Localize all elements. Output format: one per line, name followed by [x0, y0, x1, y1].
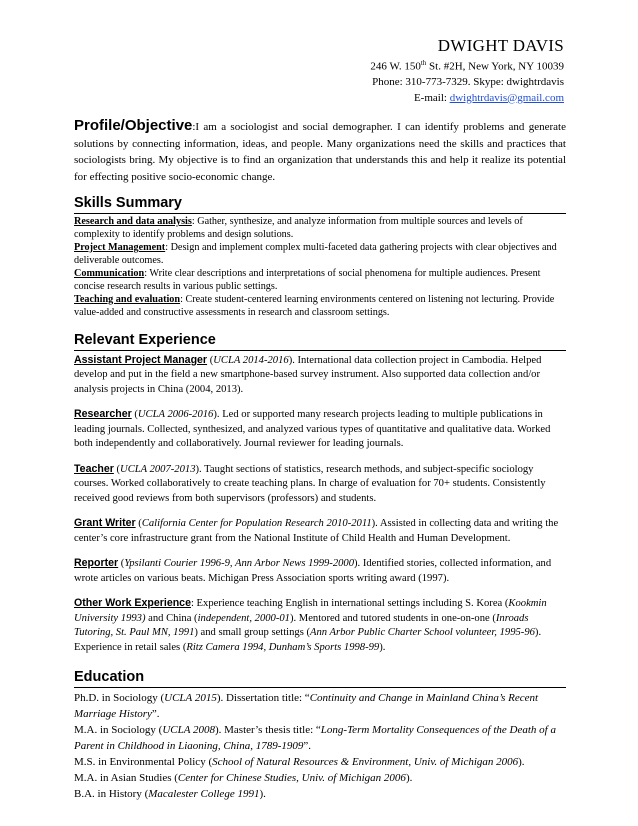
address-rest: St. #2H, New York, NY 10039	[426, 60, 564, 73]
job-entry	[74, 516, 566, 546]
skill-text: : Write clear descriptions and interpretations of social phenomena for multiple audiences. Present concise research results in various public settings.	[74, 268, 541, 292]
degree-entry	[74, 770, 566, 786]
job-entry	[74, 462, 566, 507]
other-work-org: Inroads Tutoring, St. Paul MN, 1991	[74, 612, 529, 639]
job-title: Grant Writer	[74, 517, 136, 530]
degree-institution: UCLA 2015	[164, 692, 217, 705]
skill-text: : Create student-centered learning environments centered on listening not lecturing. Provide value-added and constructive assessments in research and classroom settings.	[74, 293, 555, 318]
other-work-org: independent, 2000-01	[197, 612, 290, 624]
job-org: UCLA 2014-2016	[213, 354, 289, 366]
skill-item	[74, 294, 566, 320]
job-title: Reporter	[74, 557, 119, 570]
job-title: Assistant Project Manager	[74, 353, 208, 366]
skill-text: : Gather, synthesize, and analyze information from multiple sources and levels of complexity to identify problems and design solutions.	[74, 216, 523, 241]
other-work-text: ) and small group settings (	[194, 627, 311, 639]
degree-institution: School of Natural Resources & Environment, Univ. of Michigan 2006	[212, 756, 519, 769]
skill-item	[74, 216, 566, 242]
skill-label: Project Management	[74, 242, 166, 254]
email-line	[370, 91, 564, 107]
job-paren: (	[135, 518, 142, 530]
degree-text: ”.	[303, 740, 312, 753]
job-entry	[74, 556, 566, 586]
profile-paragraph	[74, 118, 566, 185]
skill-label: Research and data analysis	[74, 216, 192, 228]
other-work-entry	[74, 596, 566, 655]
skill-text: : Design and implement complex multi-faceted data gathering projects with clear objectives and deliverable outcomes.	[74, 242, 557, 267]
job-description: Identified stories, collected information, and wrote articles on various beats. Michigan Press Association sports writing award (1997).	[74, 558, 552, 584]
job-paren: ).	[371, 518, 380, 530]
degree-text: ).	[259, 788, 266, 801]
degree-text: Ph.D. in Sociology (	[74, 692, 165, 705]
job-description: Assisted in collecting data and writing the center’s core infrastructure grant from the National Institute of Child Health and Human Development.	[74, 518, 559, 544]
degree-text: B.A. in History (	[74, 788, 149, 801]
degree-thesis-title: Long-Term Mortality Consequences of the Death of a Parent in Childhood in Liaoning, China, 1789-1909	[74, 724, 556, 753]
skill-label: Teaching and evaluation	[74, 293, 181, 305]
education-heading: Education	[74, 669, 566, 688]
skills-list	[74, 216, 566, 319]
skill-label: Communication	[74, 268, 145, 279]
email-link[interactable]: dwightrdavis@gmail.com	[449, 91, 564, 104]
degree-thesis-title: Continuity and Change in Mainland China’s Recent Marriage History	[74, 692, 539, 721]
job-paren: (	[131, 409, 138, 421]
job-title: Teacher	[74, 462, 114, 475]
other-work-text: : Experience teaching English in international settings including S. Korea (	[190, 598, 509, 610]
job-paren: ).	[354, 558, 363, 570]
job-description: International data collection project in Cambodia. Helped develop and put in the field a new smartphone-based survey instrument. Also supported data collection and/or analysis projects in China (2004, 2013).	[74, 354, 542, 395]
phone-line: Phone: 310-773-7329. Skype: dwightrdavis	[372, 76, 564, 89]
other-work-text: and China (	[145, 612, 198, 624]
degree-entry	[74, 786, 566, 802]
degree-text: ). Dissertation title: “	[216, 692, 310, 705]
candidate-name: DWIGHT DAVIS	[437, 36, 564, 55]
address-text: 246 W. 150	[370, 60, 421, 73]
other-work-org: Ann Arbor Public Charter School volunteer, 1995-96	[310, 627, 535, 639]
job-org: Ypsilanti Courier 1996-9, Ann Arbor News 1999-2000	[124, 558, 355, 570]
skill-item	[74, 242, 566, 268]
job-entry	[74, 407, 566, 452]
job-paren: (	[118, 558, 125, 570]
degree-entry	[74, 754, 566, 770]
degree-institution: Macalester College 1991	[148, 788, 260, 801]
job-description: Led or supported many research projects leading to multiple publications in leading journals. Collected, synthesized, and analyzed various types of quantitative and qualitative data. Worked both independently and collaboratively. Journal reviewer for leading journals.	[74, 409, 551, 450]
contact-header	[370, 36, 564, 106]
job-org: UCLA 2007-2013	[120, 463, 196, 475]
profile-label: Profile/Objective	[74, 117, 193, 134]
other-work-text: ).	[379, 641, 386, 653]
degree-entry	[74, 690, 566, 722]
email-label: E-mail:	[413, 91, 450, 104]
job-paren: (	[113, 463, 121, 475]
other-work-org: Kookmin University 1993)	[74, 598, 547, 624]
job-entry	[74, 353, 566, 398]
degree-entry	[74, 722, 566, 754]
other-work-org: Ritz Camera 1994, Dunham’s Sports 1998-99	[186, 641, 380, 653]
degree-text: M.S. in Environmental Policy (	[74, 756, 213, 769]
degree-institution: Center for Chinese Studies, Univ. of Michigan 2006	[177, 772, 406, 785]
experience-heading: Relevant Experience	[74, 332, 566, 351]
degree-text: ).	[405, 772, 413, 785]
skills-heading: Skills Summary	[74, 195, 566, 214]
address-line	[370, 56, 564, 75]
other-work-text: ). Mentored and tutored students in one-on-one (	[289, 612, 496, 624]
job-paren: ).	[195, 463, 205, 475]
other-work-text: ). Experience in retail sales (	[74, 627, 542, 653]
resume-body	[74, 118, 566, 802]
job-paren: ).	[288, 354, 298, 366]
profile-text: :I am a sociologist and social demographer. I can identify problems and generate solutions by connecting information, ideas, and people. Many organizations need the skills and practices that sociologists bring. My objective is to find an organization that understands this and help it realize its potential for effecting positive socio-economic change.	[74, 121, 566, 183]
degree-text: ).	[518, 756, 525, 769]
job-org: UCLA 2006-2016	[137, 409, 214, 421]
degree-text: M.A. in Sociology (	[74, 724, 163, 737]
job-paren: ).	[213, 409, 223, 421]
address-ordinal: th	[420, 59, 427, 67]
degree-text: ”.	[151, 708, 160, 721]
job-org: California Center for Population Research 2010-2011	[141, 518, 372, 530]
job-title: Researcher	[74, 408, 132, 421]
job-paren: (	[207, 354, 214, 366]
education-list	[74, 690, 566, 802]
other-work-title: Other Work Experience	[74, 597, 191, 610]
experience-list	[74, 353, 566, 656]
degree-text: ). Master’s thesis title: “	[214, 724, 321, 737]
degree-text: M.A. in Asian Studies (	[74, 772, 178, 785]
job-description: Taught sections of statistics, research methods, and subject-specific sociology courses. Worked collaboratively to create teaching plans. In charge of evaluation for 70+ students. Consistently received good reviews from both supervisors (professors) and students.	[74, 463, 546, 504]
skill-item	[74, 268, 566, 294]
degree-institution: UCLA 2008	[162, 724, 215, 737]
